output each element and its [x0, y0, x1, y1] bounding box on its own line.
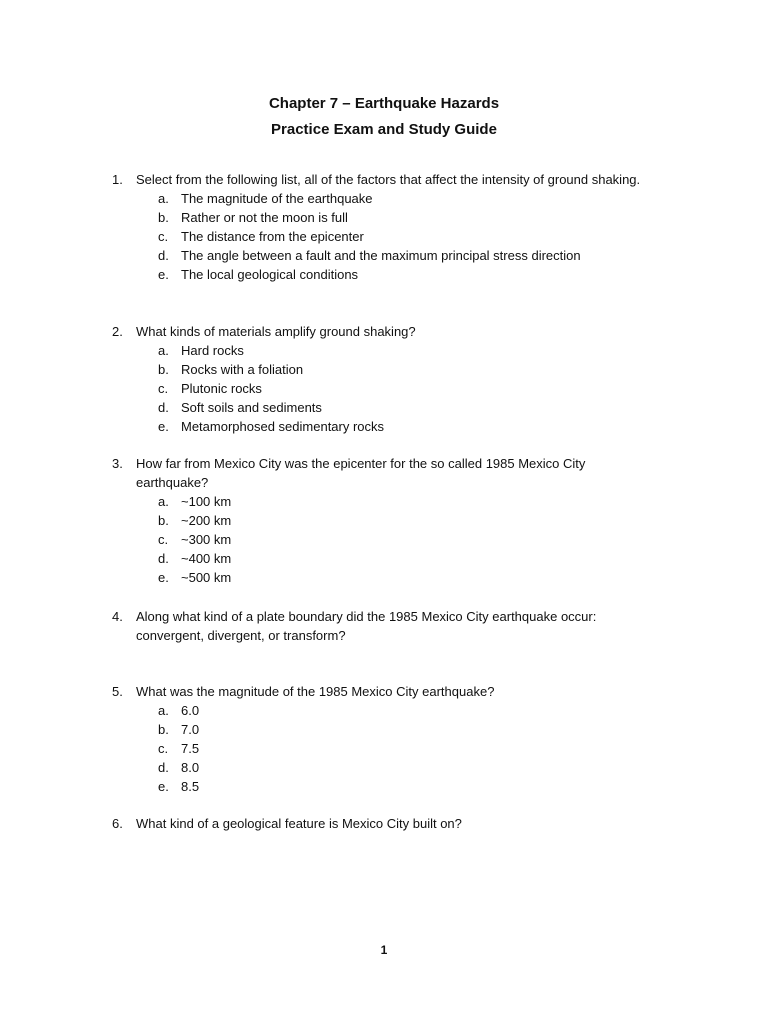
option-letter: a. [158, 703, 169, 718]
option-text: 8.5 [181, 779, 200, 794]
option-letter: d. [158, 400, 169, 415]
question-text: What kind of a geological feature is Mexico City built on? [136, 816, 462, 831]
option-text: Plutonic rocks [181, 381, 262, 396]
option-text: Rather or not the moon is full [181, 210, 348, 225]
option-text: Rocks with a foliation [181, 362, 304, 377]
question-number: 2. [112, 324, 123, 339]
question-2 [112, 322, 652, 436]
option-text: ~500 km [181, 570, 232, 585]
answer-option [158, 398, 652, 417]
option-letter: e. [158, 570, 169, 585]
option-text: ~200 km [181, 513, 232, 528]
option-letter: e. [158, 419, 169, 434]
question-number: 3. [112, 456, 123, 471]
option-letter: b. [158, 362, 169, 377]
question-5 [112, 682, 652, 796]
answer-option [158, 720, 652, 739]
question-text: What kinds of materials amplify ground shaking? [136, 324, 416, 339]
option-letter: c. [158, 532, 169, 547]
question-number: 1. [112, 172, 123, 187]
option-text: ~100 km [181, 494, 232, 509]
question-number: 4. [112, 609, 123, 624]
answer-option [158, 492, 652, 511]
answer-option [158, 758, 652, 777]
answer-option [158, 246, 652, 265]
answer-options [112, 701, 652, 796]
option-text: 7.5 [181, 741, 200, 756]
option-letter: c. [158, 381, 169, 396]
option-letter: c. [158, 741, 169, 756]
option-letter: b. [158, 722, 169, 737]
question-text: Along what kind of a plate boundary did the 1985 Mexico City earthquake occur: convergent, divergent, or transform? [136, 609, 597, 643]
answer-option [158, 208, 652, 227]
answer-option [158, 360, 652, 379]
answer-option [158, 701, 652, 720]
document-title: Chapter 7 – Earthquake Hazards [268, 95, 500, 112]
option-text: The local geological conditions [181, 267, 359, 282]
option-letter: b. [158, 513, 169, 528]
option-letter: d. [158, 248, 169, 263]
option-text: The distance from the epicenter [181, 229, 364, 244]
question-number: 6. [112, 816, 123, 831]
answer-option [158, 568, 652, 587]
answer-option [158, 739, 652, 758]
option-letter: b. [158, 210, 169, 225]
option-text: The angle between a fault and the maximum principal stress direction [181, 248, 581, 263]
question-4 [112, 607, 652, 645]
answer-option [158, 265, 652, 284]
question-text: What was the magnitude of the 1985 Mexico City earthquake? [136, 684, 495, 699]
question-text: Select from the following list, all of the factors that affect the intensity of ground shaking. [136, 172, 641, 187]
answer-option [158, 777, 652, 796]
option-letter: e. [158, 267, 169, 282]
option-letter: a. [158, 343, 169, 358]
option-text: Soft soils and sediments [181, 400, 322, 415]
answer-options [112, 189, 652, 284]
answer-option [158, 341, 652, 360]
document-subtitle: Practice Exam and Study Guide [271, 121, 497, 138]
option-text: ~400 km [181, 551, 232, 566]
question-number: 5. [112, 684, 123, 699]
question-1 [112, 170, 652, 284]
option-letter: c. [158, 229, 169, 244]
answer-option [158, 379, 652, 398]
question-3 [112, 454, 652, 587]
option-text: Hard rocks [181, 343, 244, 358]
option-letter: e. [158, 779, 169, 794]
answer-options [112, 492, 652, 587]
answer-options [112, 341, 652, 436]
question-6 [112, 814, 652, 833]
option-letter: d. [158, 551, 169, 566]
option-text: 6.0 [181, 703, 200, 718]
answer-option [158, 417, 652, 436]
answer-option [158, 530, 652, 549]
option-letter: a. [158, 494, 169, 509]
option-letter: a. [158, 191, 169, 206]
option-text: Metamorphosed sedimentary rocks [181, 419, 385, 434]
answer-option [158, 511, 652, 530]
option-text: ~300 km [181, 532, 232, 547]
answer-option [158, 189, 652, 208]
answer-option [158, 549, 652, 568]
answer-option [158, 227, 652, 246]
option-text: 8.0 [181, 760, 200, 775]
option-letter: d. [158, 760, 169, 775]
page-number: 1 [380, 943, 388, 957]
question-text: How far from Mexico City was the epicenter for the so called 1985 Mexico City earthquake? [136, 456, 586, 490]
option-text: The magnitude of the earthquake [181, 191, 373, 206]
option-text: 7.0 [181, 722, 200, 737]
